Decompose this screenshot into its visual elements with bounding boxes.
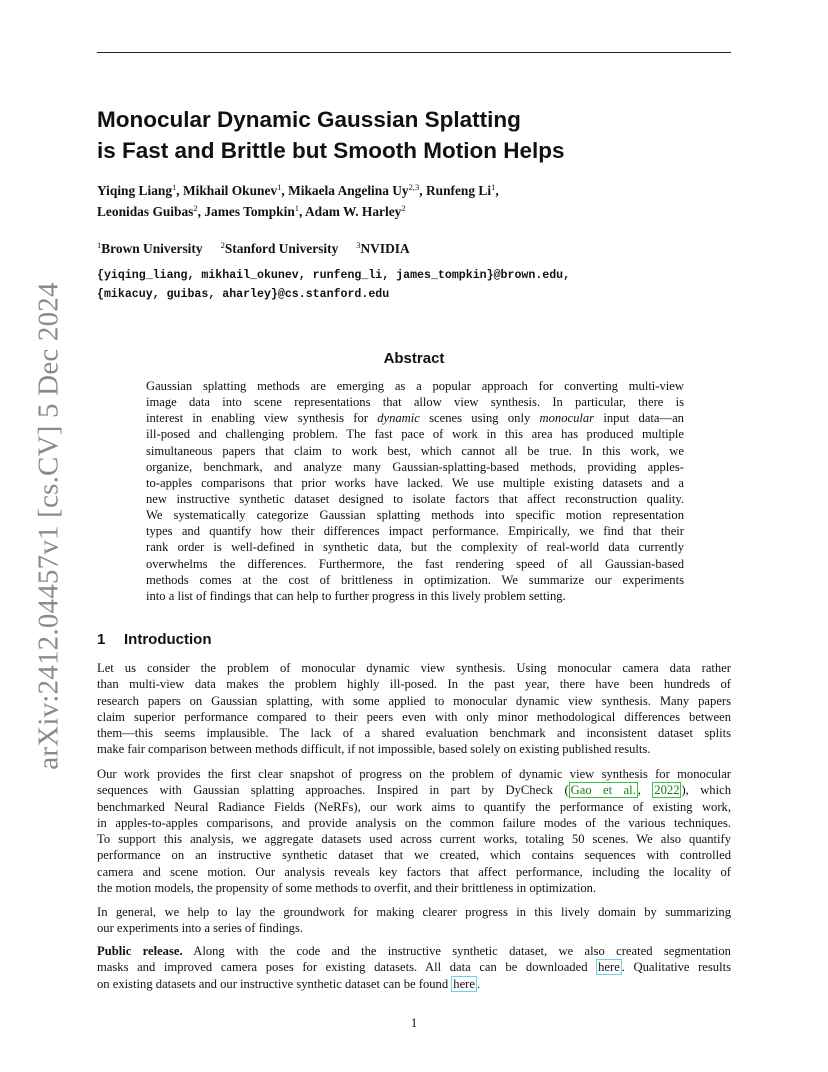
abstract-line: overwhelms the differences. Furthermore, the fast rendering speed of all Gaussian-based (146, 556, 684, 571)
abstract-body (146, 378, 684, 604)
affiliation-mark: 1 (97, 240, 102, 250)
paragraph-line: research papers on Gaussian splatting, with some applied to monocular dynamic view synthesis. Many papers (97, 693, 731, 708)
author-affiliation-mark: 1 (491, 182, 496, 192)
citation-link-gao[interactable]: Gao et al. (570, 783, 636, 798)
paragraph-line (97, 782, 731, 798)
author-affiliation-mark: 2 (401, 203, 406, 213)
qualitative-results-link[interactable]: here (453, 976, 475, 991)
abstract-line (146, 410, 684, 426)
paragraph-line: in apples-to-apples comparisons, and provide analysis on the common failure modes of the various techniques. (97, 815, 731, 830)
author-name: Mikaela Angelina Uy (288, 183, 409, 198)
intro-paragraph-1 (97, 660, 731, 758)
paragraph-line: the motion models, the propensity of some methods to overfit, and their brittleness in optimization. (97, 881, 597, 896)
abstract-line: rank order is well-defined in synthetic data, but the complexity of real-world data currently (146, 540, 684, 555)
emphasis-monocular: monocular (539, 411, 595, 426)
abstract-text: interest in enabling view synthesis for (146, 411, 378, 426)
author-name: Yiqing Liang (97, 183, 173, 198)
paragraph-line: our experiments into a series of findings. (97, 921, 304, 936)
affiliation-stanford: Stanford University (224, 241, 339, 256)
abstract-line: to-apples comparisons that prior works have lacked. We use multiple existing datasets and a (146, 475, 684, 490)
abstract-line: organize, benchmark, and analyze many Gaussian-splatting-based methods, providing apples- (146, 459, 684, 474)
author-name: Mikhail Okunev (183, 183, 278, 198)
paragraph-text: ), which (681, 783, 731, 798)
section-heading-introduction (97, 631, 211, 648)
affiliation-mark: 2 (220, 240, 225, 250)
public-release-paragraph (97, 943, 731, 992)
paragraph-line: claim superior performance compared to their peers even with only minor methodological differences between (97, 709, 731, 724)
paragraph-line: Our work provides the first clear snapshot of progress on the problem of dynamic view synthesis for monocular (97, 767, 731, 781)
public-release-lead: Public release. (97, 944, 183, 958)
author-affiliation-mark: 1 (294, 203, 300, 213)
paragraph-line: In general, we help to lay the groundwork for making clearer progress in this lively domain by summarizing (97, 905, 731, 919)
author-name: Runfeng Li (425, 183, 492, 198)
abstract-line: methods comes at the cost of brittleness in optimization. We summarize our experiments (146, 572, 684, 587)
author-line-2: Leonidas Guibas$^2$, James Tompkin$^1$, Adam W. Harley$^2$ (97, 203, 406, 219)
section-number: 1 (97, 631, 106, 648)
section-title: Introduction (124, 631, 212, 648)
paragraph-text: , (637, 783, 653, 798)
affiliations (97, 240, 410, 258)
top-rule (97, 52, 731, 53)
author-affiliation-mark: 2,3 (408, 182, 420, 192)
author-name: Adam W. Harley (304, 204, 402, 219)
abstract-line: Gaussian splatting methods are emerging as a popular approach for converting multi-view (146, 379, 684, 393)
paragraph-line: To support this analysis, we aggregate datasets used across current works, totaling 50 scenes. We also quantify (97, 832, 731, 847)
paragraph-line (97, 943, 731, 959)
email-line-stanford: {mikacuy, guibas, aharley}@cs.stanford.edu (97, 288, 390, 301)
author-name: Leonidas Guibas (97, 204, 194, 219)
paragraph-text: masks and improved camera poses for existing datasets. All data can be downloaded (97, 960, 597, 975)
page-number: 1 (410, 1016, 418, 1030)
abstract-text: scenes using only (419, 411, 540, 426)
author-affiliation-mark: 1 (277, 182, 282, 192)
abstract-heading: Abstract (383, 350, 445, 367)
affiliation-brown: Brown University (101, 241, 203, 256)
email-line-brown: {yiqing_liang, mikhail_okunev, runfeng_li, james_tompkin}@brown.edu, (97, 269, 571, 282)
data-download-link[interactable]: here (598, 960, 620, 975)
paragraph-line: performance on an instructive synthetic dataset that we created, which contains sequences with controlled (97, 848, 731, 863)
intro-paragraph-3 (97, 904, 731, 937)
paragraph-text: . Qualitative results (621, 960, 731, 975)
abstract-line: types and quantify how their differences impact performance. Empirically, we find that their (146, 524, 684, 539)
abstract-line: We systematically categorize Gaussian splatting methods into specific motion representation (146, 508, 684, 523)
intro-paragraph-2 (97, 766, 731, 896)
title-line-1: Monocular Dynamic Gaussian Splatting (97, 107, 521, 132)
paragraph-line: than multi-view data makes the problem highly ill-posed. In the past year, there have been hundreds of (97, 677, 731, 692)
paragraph-line (97, 959, 731, 975)
email-block (97, 266, 570, 304)
author-name: James Tompkin (204, 204, 295, 219)
paragraph-line: benchmarked Neural Radiance Fields (NeRFs), our work aims to quantify the performance of existing work, (97, 799, 731, 814)
abstract-text: input data—an (594, 411, 684, 426)
abstract-line: simultaneous papers that claim to work best, which cannot all be true. In this work, we (146, 443, 684, 458)
abstract-line: image data into scene representations that allow view synthesis. In particular, there is (146, 395, 684, 410)
abstract-line: ill-posed and challenging problem. The fast pace of work in this area has produced multiple (146, 427, 684, 442)
author-affiliation-mark: 2 (193, 203, 198, 213)
citation-link-2022[interactable]: 2022 (654, 783, 680, 798)
author-line-1: Yiqing Liang$^1$, Mikhail Okunev$^1$, Mikaela Angelina Uy$^{2,3}$, Runfeng Li$^1$, (97, 182, 499, 198)
paragraph-text: Along with the code and the instructive synthetic dataset, we also created segmentation (182, 944, 731, 958)
paragraph-line: camera and scene motion. Our analysis reveals key factors that affect performance, including the locality of (97, 864, 731, 879)
paragraph-line: Let us consider the problem of monocular dynamic view synthesis. Using monocular camera data rather (97, 661, 731, 675)
arxiv-identifier[interactable]: arXiv:2412.04457v1 [cs.CV] 5 Dec 2024 (32, 282, 65, 770)
emphasis-dynamic: dynamic (377, 411, 420, 426)
abstract-line: into a list of findings that can help to further progress in this lively problem setting. (146, 588, 566, 603)
paper-title (97, 104, 737, 166)
affiliation-nvidia: NVIDIA (360, 241, 410, 256)
title-line-2: is Fast and Brittle but Smooth Motion Helps (97, 138, 565, 163)
paragraph-text: on existing datasets and our instructive synthetic dataset can be found (97, 976, 452, 991)
paragraph-line: them—this seems implausible. The lack of a shared evaluation benchmark and inconsistent dataset splits (97, 726, 731, 741)
affiliation-mark: 3 (356, 240, 361, 250)
paragraph-text: . (476, 976, 481, 991)
author-affiliation-mark: 1 (172, 182, 177, 192)
paragraph-line (97, 976, 731, 992)
abstract-line: new instructive synthetic dataset designed to isolate factors that affect reconstruction quality. (146, 491, 684, 506)
author-list (97, 180, 737, 222)
paragraph-line: make fair comparison between methods difficult, if not impossible, based solely on existing published results. (97, 742, 651, 757)
paragraph-text: sequences with Gaussian splatting approaches. Inspired in part by DyCheck ( (97, 783, 569, 798)
